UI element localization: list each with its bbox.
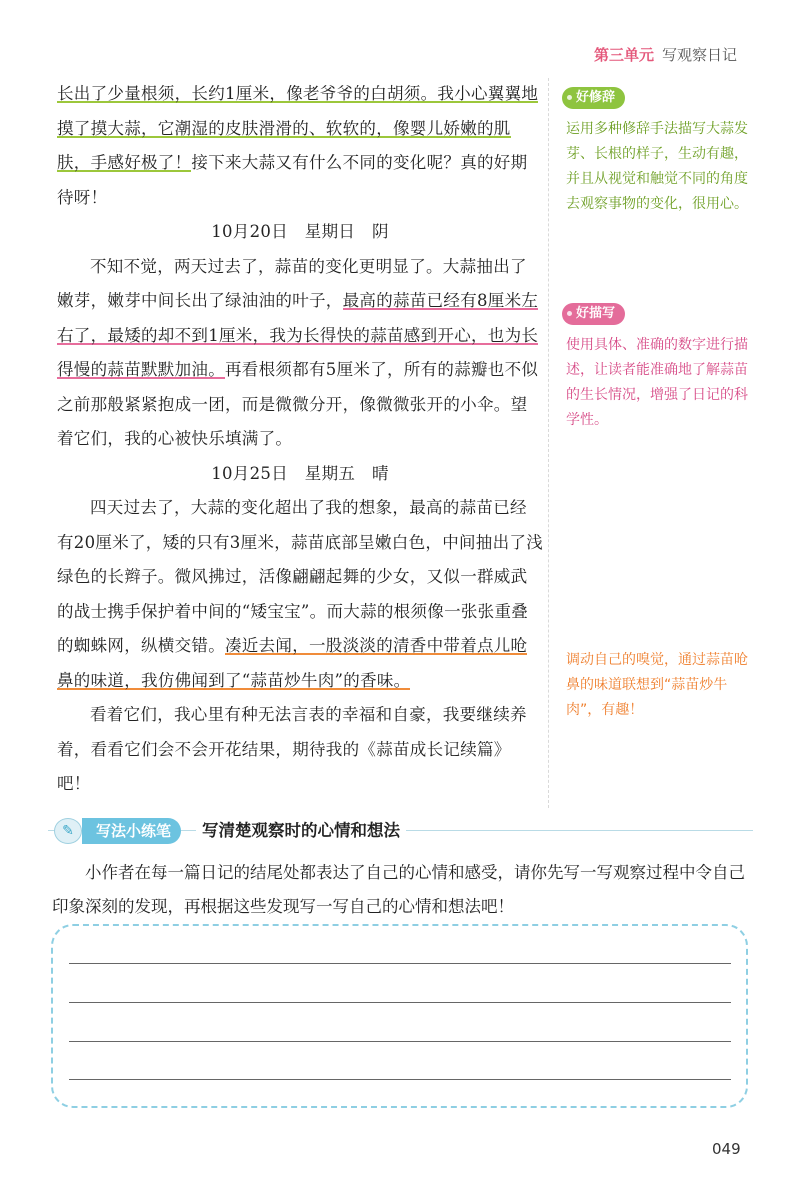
practice-title: 写清楚观察时的心情和想法 <box>196 818 406 844</box>
paragraph-1 <box>57 77 543 215</box>
highlight-rhetoric-2: 我小心翼翼地摸了摸大蒜，它潮湿的皮肤滑滑的、软软的，像婴儿娇嫩的肌肤，手感好极了！ <box>57 84 539 172</box>
comment-smell-text: 调动自己的嗅觉，通过蒜苗呛鼻的味道联想到“蒜苗炒牛肉”，有趣！ <box>566 652 748 718</box>
paragraph-3-head: 四天过去了，大蒜的变化超出了我的想象，最高的蒜苗已经有20厘米了，矮的只有3厘米，蒜苗底部呈嫩白色，中间抽出了浅绿色的长辫子。微风拂过，活像翩翩起舞的少女，又似一群威武的战士携手保护着中间的“矮宝宝”。而大蒜的根须像一张张重叠的蜘蛛网，纵横交错。 <box>57 498 543 655</box>
topic-label: 写观察日记 <box>662 46 738 64</box>
diary-text <box>57 77 543 802</box>
tag-good-rhetoric: 好修辞 <box>562 87 625 109</box>
tag-good-description: 好描写 <box>562 303 625 325</box>
comment-smell <box>562 648 758 723</box>
paragraph-4: 看着它们，我心里有种无法言表的幸福和自豪，我要继续养着，看看它们会不会开花结果，期待我的《蒜苗成长记续篇》吧！ <box>57 705 527 793</box>
comment-description-text: 使用具体、准确的数字进行描述，让读者能准确地了解蒜苗的生长情况，增强了日记的科学性。 <box>566 337 748 428</box>
comment-rhetoric <box>562 86 758 217</box>
answer-line[interactable] <box>69 1041 731 1042</box>
answer-line[interactable] <box>69 963 731 964</box>
paragraph-2-head: 不知不觉，两天过去了，蒜苗的变化更明显了。大蒜抽出了嫩芽，嫩芽中间长出了绿油油的叶子， <box>57 256 527 310</box>
paragraph-1-tail: 接下来大蒜又有什么不同的变化呢？真的好期待呀！ <box>57 153 528 207</box>
answer-line[interactable] <box>69 1079 731 1080</box>
highlight-description: 最高的蒜苗已经有8厘米左右了，最矮的却不到1厘米，我为长得快的蒜苗感到开心，也为长得慢的蒜苗默默加油。 <box>57 291 539 379</box>
comment-description <box>562 302 758 433</box>
page-header <box>594 44 754 68</box>
diary-date-3: 10月25日 星期五 晴 <box>211 463 389 483</box>
diary-date-2: 10月20日 星期日 阴 <box>211 222 389 241</box>
comment-rhetoric-text: 运用多种修辞手法描写大蒜发芽、长根的样子，生动有趣，并且从视觉和触觉不同的角度去观察事物的变化，很用心。 <box>566 121 748 212</box>
answer-box[interactable] <box>51 924 748 1108</box>
practice-label: 写法小练笔 <box>82 818 181 844</box>
unit-label: 第三单元 <box>594 46 655 64</box>
highlight-smell: 凑近去闻，一股淡淡的清香中带着点儿呛鼻的味道，我仿佛闻到了“蒜苗炒牛肉”的香味。 <box>57 636 528 690</box>
paragraph-3 <box>57 491 543 698</box>
pen-icon: ✎ <box>54 818 82 844</box>
column-divider <box>548 78 549 808</box>
answer-line[interactable] <box>69 1002 731 1003</box>
paragraph-2-tail: 再看根须都有5厘米了，所有的蒜瓣也不似之前那般紧紧抱成一团，而是微微分开，像微微张开的小伞。望着它们，我的心被快乐填满了。 <box>57 360 539 448</box>
highlight-rhetoric-1: 长出了少量根须，长约1厘米，像老爷爷的白胡须。 <box>57 84 438 103</box>
practice-section-header <box>48 816 753 846</box>
paragraph-2 <box>57 250 543 457</box>
page-number: 049 <box>712 1140 741 1158</box>
practice-prompt: 小作者在每一篇日记的结尾处都表达了自己的心情和感受，请你先写一写观察过程中令自己印象深刻的发现，再根据这些发现写一写自己的心情和想法吧！ <box>52 863 745 916</box>
